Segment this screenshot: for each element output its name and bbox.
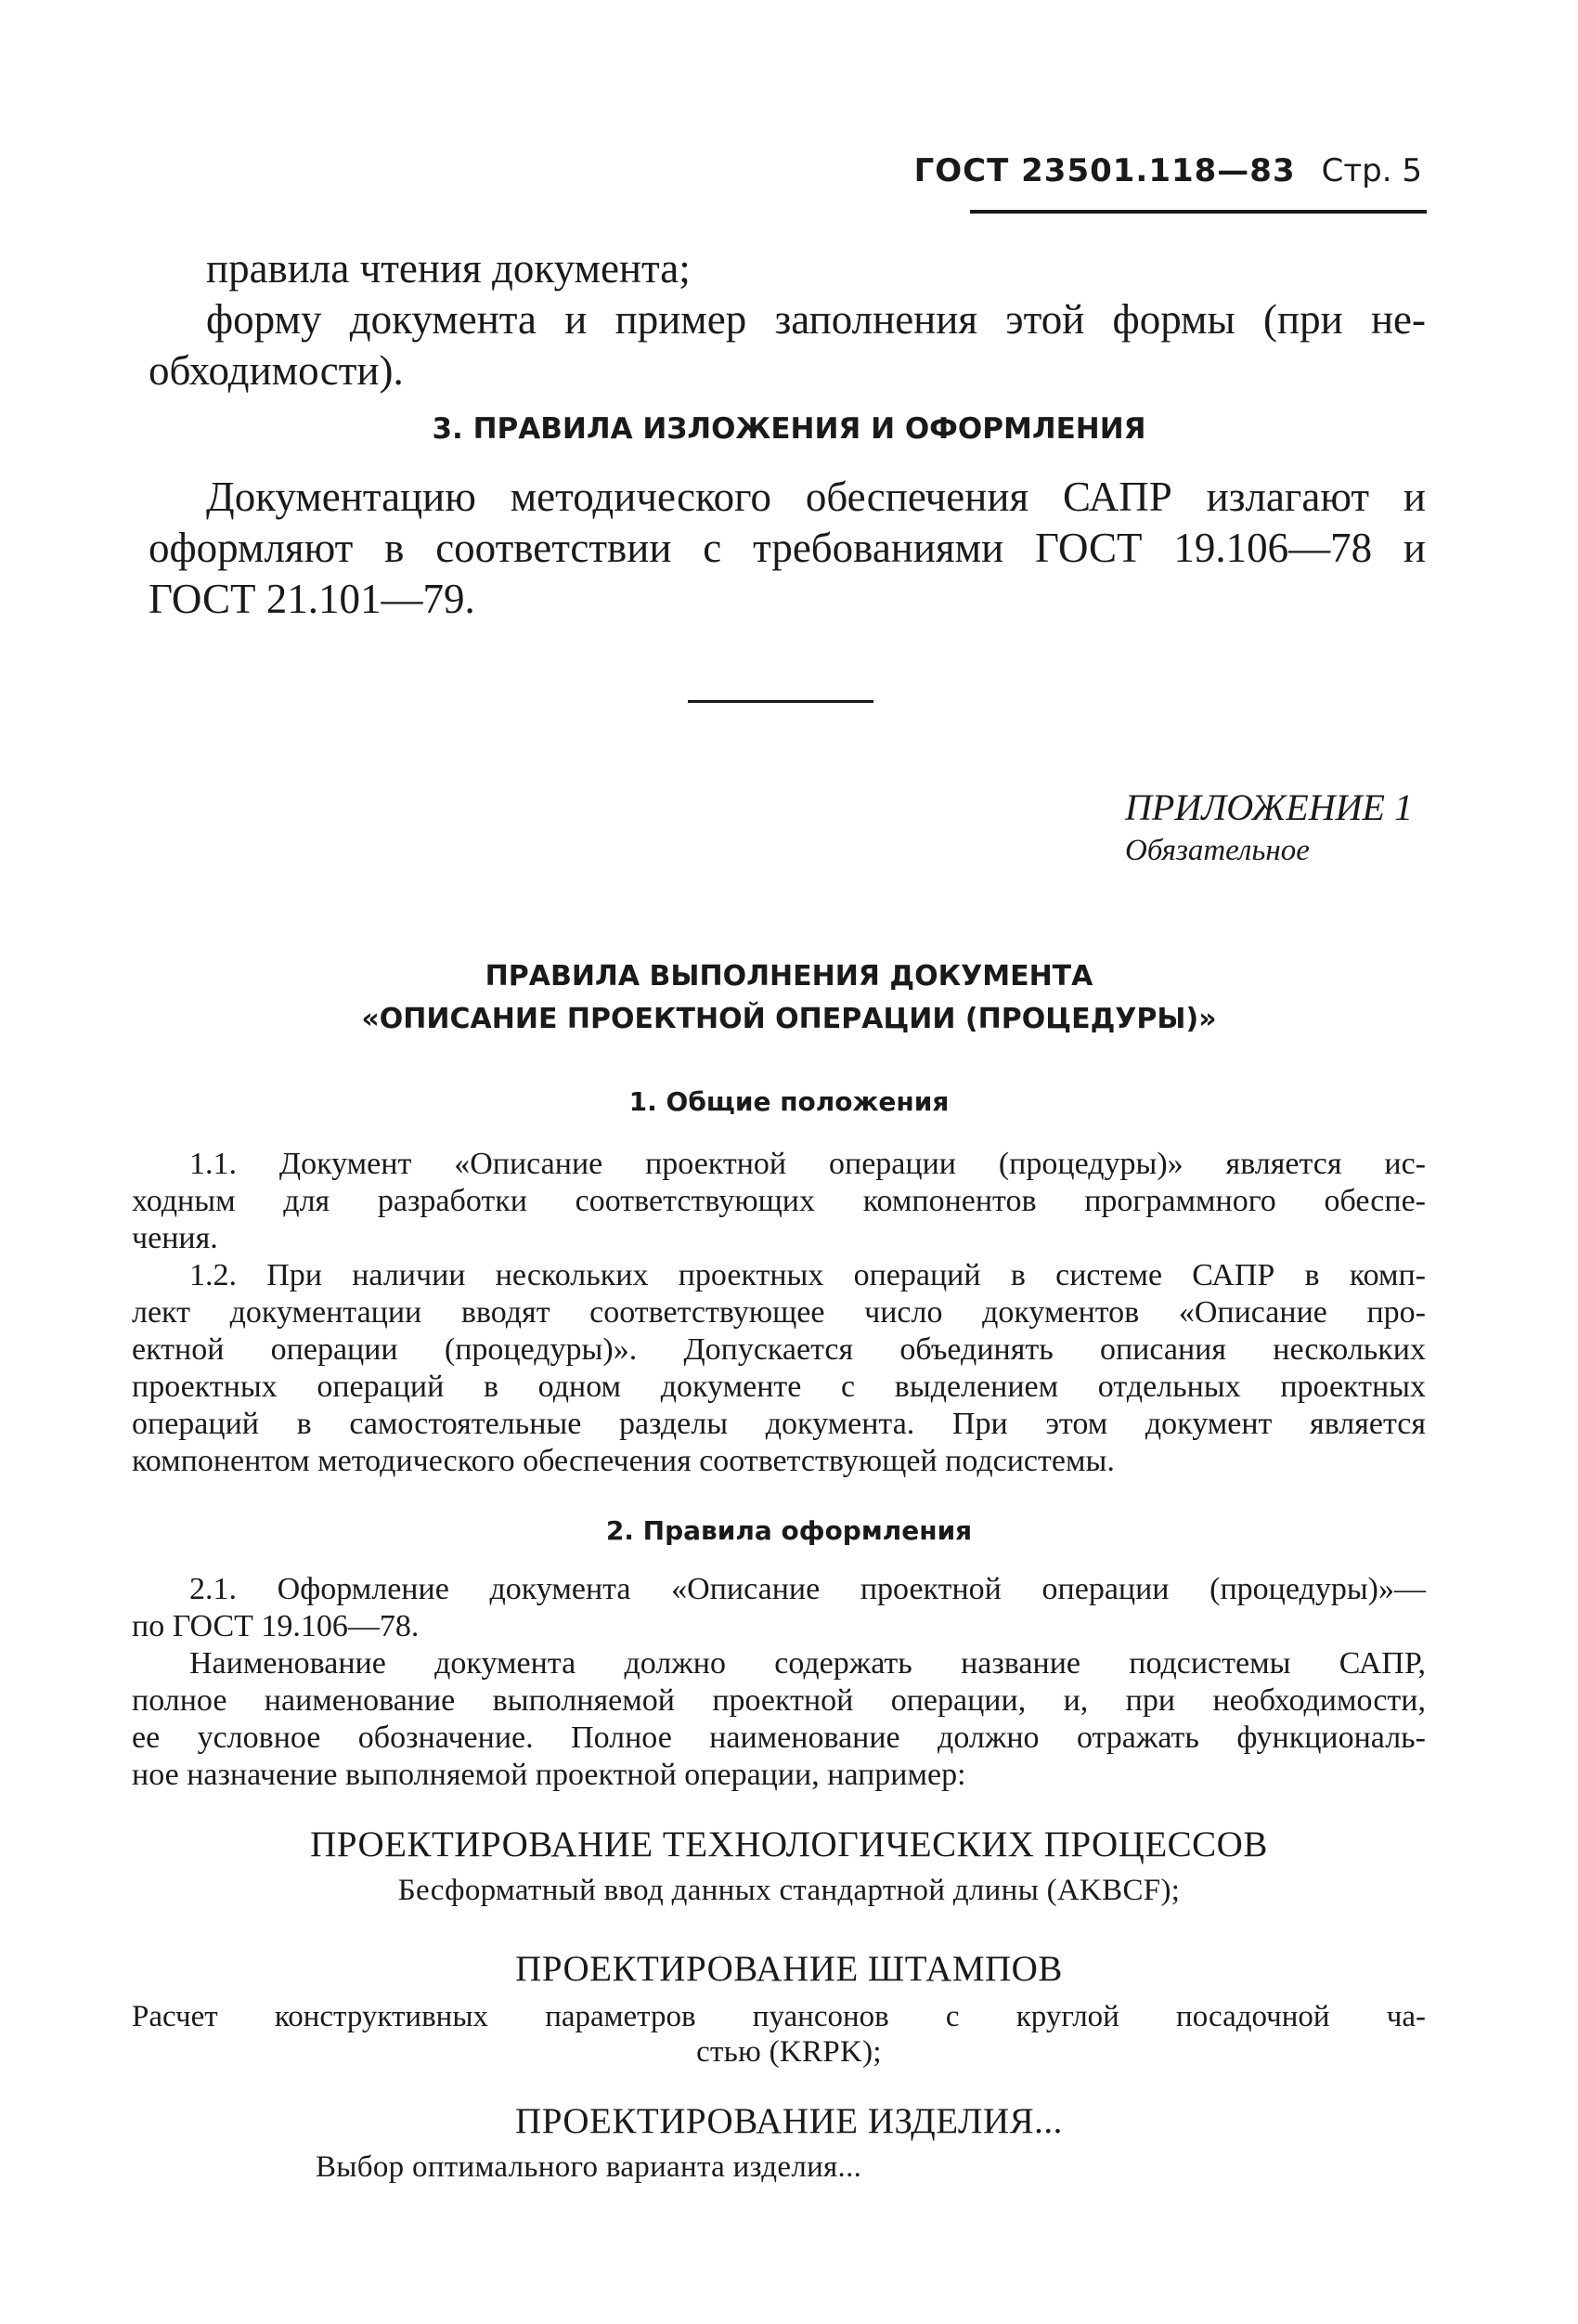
para-1-1-line-2: ходным для разработки соответствующих компонентов программного обеспе- <box>132 1184 1426 1218</box>
para-2-2-line-2: полное наименование выполняемой проектной операции, и, при необходимости, <box>132 1683 1426 1718</box>
section-3-heading: 3. ПРАВИЛА ИЗЛОЖЕНИЯ И ОФОРМЛЕНИЯ <box>432 412 1146 446</box>
standard-number: ГОСТ 23501.118—83 <box>913 152 1296 189</box>
para-1-2-line-2: лект документации вводят соответствующее число документов «Описание про- <box>132 1295 1426 1330</box>
example-2-subtitle-line-1: Расчет конструктивных параметров пуансонов с круглой посадочной ча- <box>132 2000 1426 2033</box>
appendix-label: ПРИЛОЖЕНИЕ 1 <box>1125 786 1413 828</box>
subsection-2-heading: 2. Правила оформления <box>605 1515 973 1546</box>
section-3-line-1: Документацию методического обеспечения САПР излагают и <box>206 474 1426 520</box>
example-3-heading: ПРОЕКТИРОВАНИЕ ИЗДЕЛИЯ... <box>515 2101 1063 2141</box>
para-1-2-line-1: 1.2. При наличии нескольких проектных операций в системе САПР в комп- <box>189 1258 1426 1292</box>
subsection-1-heading: 1. Общие положения <box>628 1086 950 1117</box>
appendix-title-line-1: ПРАВИЛА ВЫПОЛНЕНИЯ ДОКУМЕНТА <box>485 960 1093 993</box>
header-rule <box>970 210 1427 214</box>
example-1-heading: ПРОЕКТИРОВАНИЕ ТЕХНОЛОГИЧЕСКИХ ПРОЦЕССОВ <box>310 1824 1268 1864</box>
page-number: Стр. 5 <box>1321 152 1422 189</box>
example-2-heading: ПРОЕКТИРОВАНИЕ ШТАМПОВ <box>515 1949 1063 1989</box>
para-1-2-line-3: ектной операции (процедуры)». Допускается объединять описания нескольких <box>132 1332 1426 1367</box>
section-separator <box>688 700 873 703</box>
para-2-1-line-1: 2.1. Оформление документа «Описание проектной операции (процедуры)»— <box>189 1572 1426 1606</box>
example-3-subtitle: Выбор оптимального варианта изделия... <box>316 2150 862 2184</box>
para-2-1-line-2: по ГОСТ 19.106—78. <box>132 1609 420 1643</box>
intro-line-2b: обходимости). <box>149 347 404 394</box>
para-1-2-line-6: компонентом методического обеспечения соответствующей подсистемы. <box>132 1444 1115 1478</box>
para-2-2-line-1: Наименование документа должно содержать название подсистемы САПР, <box>189 1646 1426 1681</box>
para-2-2-line-3: ее условное обозначение. Полное наименование должно отражать функциональ- <box>132 1720 1426 1755</box>
para-1-1-line-3: чения. <box>132 1221 218 1255</box>
section-3-line-3: ГОСТ 21.101—79. <box>149 576 475 622</box>
section-3-line-2: оформляют в соответствии с требованиями ГОСТ 19.106—78 и <box>149 525 1426 571</box>
para-1-2-line-4: проектных операций в одном документе с выделением отдельных проектных <box>132 1370 1426 1404</box>
para-1-1-line-1: 1.1. Документ «Описание проектной операции (процедуры)» является ис- <box>189 1147 1426 1181</box>
para-2-2-line-4: ное назначение выполняемой проектной операции, например: <box>132 1758 966 1792</box>
para-1-2-line-5: операций в самостоятельные разделы документа. При этом документ является <box>132 1407 1426 1441</box>
page-header <box>914 152 1422 189</box>
appendix-title-line-2: «ОПИСАНИЕ ПРОЕКТНОЙ ОПЕРАЦИИ (ПРОЦЕДУРЫ)» <box>361 1003 1217 1035</box>
intro-line-2a: форму документа и пример заполнения этой формы (при не- <box>206 296 1426 343</box>
appendix-status: Обязательное <box>1125 834 1310 867</box>
intro-line-1: правила чтения документа; <box>206 245 691 292</box>
example-1-subtitle: Бесформатный ввод данных стандартной длины (AKBCF); <box>397 1874 1181 1907</box>
example-2-subtitle-line-2: стью (KRPK); <box>696 2035 882 2069</box>
